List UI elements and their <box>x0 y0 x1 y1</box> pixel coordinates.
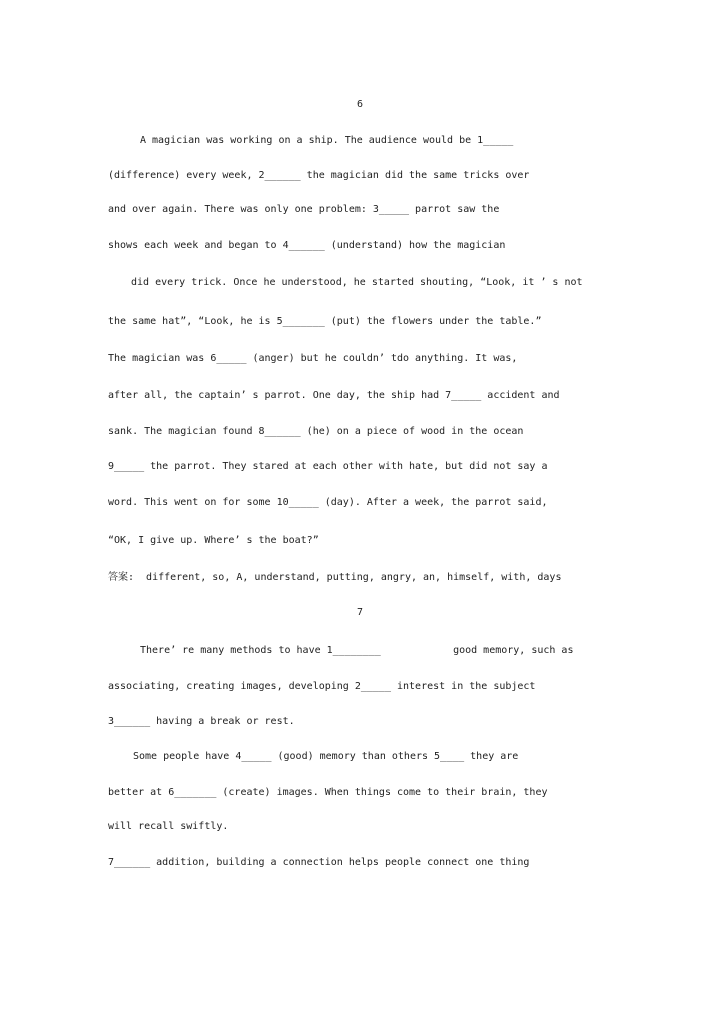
section-7-line-6: will recall swiftly. <box>108 821 229 832</box>
section-7-line-4: Some people have 4_____ (good) memory than others 5____ they are <box>133 751 519 762</box>
section-6-line-7: The magician was 6_____ (anger) but he couldn’ tdo anything. It was, <box>108 353 518 364</box>
section-6-line-11: word. This went on for some 10_____ (day). After a week, the parrot said, <box>108 497 548 508</box>
section-6-line-2: (difference) every week, 2______ the magician did the same tricks over <box>108 170 530 181</box>
section-6-line-9: sank. The magician found 8______ (he) on a piece of wood in the ocean <box>108 426 524 437</box>
section-6-line-6: the same hat”, “Look, he is 5_______ (put) the flowers under the table.” <box>108 316 542 327</box>
section-6-line-3: and over again. There was only one problem: 3_____ parrot saw the <box>108 204 500 215</box>
section-7-line-5: better at 6_______ (create) images. When things come to their brain, they <box>108 787 548 798</box>
section-6-line-1: A magician was working on a ship. The audience would be 1_____ <box>140 135 514 146</box>
section-6-line-8: after all, the captain’ s parrot. One day, the ship had 7_____ accident and <box>108 390 560 401</box>
section-7-line-3: 3______ having a break or rest. <box>108 716 295 727</box>
section-6-line-5: did every trick. Once he understood, he started shouting, “Look, it ’ s not <box>131 277 583 288</box>
section-6-answer: 答案: different, so, A, understand, putting, angry, an, himself, with, days <box>108 572 562 583</box>
section-6-number: 6 <box>356 99 364 110</box>
section-7-line-7: 7______ addition, building a connection helps people connect one thing <box>108 857 530 868</box>
section-7-number: 7 <box>356 607 364 618</box>
section-6-line-12: “OK, I give up. Where’ s the boat?” <box>108 535 319 546</box>
section-6-line-10: 9_____ the parrot. They stared at each other with hate, but did not say a <box>108 461 548 472</box>
section-6-line-4: shows each week and began to 4______ (understand) how the magician <box>108 240 506 251</box>
section-7-line-1: There’ re many methods to have 1________ good memory, such as <box>140 645 574 656</box>
section-7-line-2: associating, creating images, developing 2_____ interest in the subject <box>108 681 536 692</box>
